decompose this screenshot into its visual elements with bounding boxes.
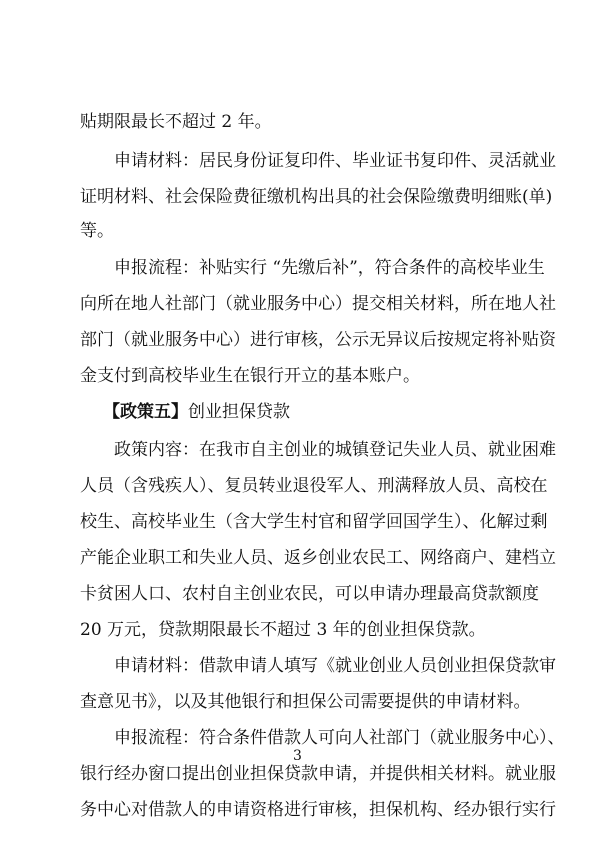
text-line: 申报流程：符合条件借款人可向人社部门（就业服务中心）、 bbox=[114, 728, 565, 748]
text-line: 政策内容：在我市自主创业的城镇登记失业人员、就业困难 bbox=[114, 440, 556, 460]
page-number: 3 bbox=[293, 748, 302, 764]
text-line: 20 万元，贷款期限最长不超过 3 年的创业担保贷款。 bbox=[80, 620, 486, 640]
text-line: 证明材料、社会保险费征缴机构出具的社会保险缴费明细账(单) bbox=[80, 187, 553, 207]
text-line: 人员（含残疾人）、复员转业退役军人、刑满释放人员、高校在 bbox=[80, 476, 548, 496]
text-line: 金支付到高校毕业生在银行开立的基本账户。 bbox=[80, 366, 420, 386]
text-line: 查意见书》，以及其他银行和担保公司需要提供的申请材料。 bbox=[80, 692, 531, 712]
text-line: 校生、高校毕业生（含大学生村官和留学回国学生）、化解过剩 bbox=[80, 512, 548, 532]
section-heading bbox=[103, 402, 290, 422]
text-line: 申报流程：补贴实行 “先缴后补”，符合条件的高校毕业生 bbox=[114, 258, 545, 278]
section-heading-title: 创业担保贷款 bbox=[188, 402, 290, 422]
text-line: 部门（就业服务中心）进行审核，公示无异议后按规定将补贴资 bbox=[80, 330, 556, 350]
text-line: 申请材料：借款申请人填写《就业创业人员创业担保贷款审 bbox=[114, 656, 556, 676]
section-heading-label: 【政策五】 bbox=[103, 402, 188, 422]
text-line: 贴期限最长不超过 2 年。 bbox=[80, 112, 272, 132]
text-line: 等。 bbox=[80, 221, 114, 241]
text-line: 卡贫困人口、农村自主创业农民，可以申请办理最高贷款额度 bbox=[80, 584, 539, 604]
text-line: 向所在地人社部门（就业服务中心）提交相关材料，所在地人社 bbox=[80, 294, 556, 314]
text-line: 申请材料：居民身份证复印件、毕业证书复印件、灵活就业 bbox=[114, 151, 556, 171]
text-line: 产能企业职工和失业人员、返乡创业农民工、网络商户、建档立 bbox=[80, 548, 556, 568]
text-line: 银行经办窗口提出创业担保贷款申请，并提供相关材料。就业服 bbox=[80, 764, 556, 784]
text-line: 务中心对借款人的申请资格进行审核，担保机构、经办银行实行 bbox=[80, 800, 556, 820]
